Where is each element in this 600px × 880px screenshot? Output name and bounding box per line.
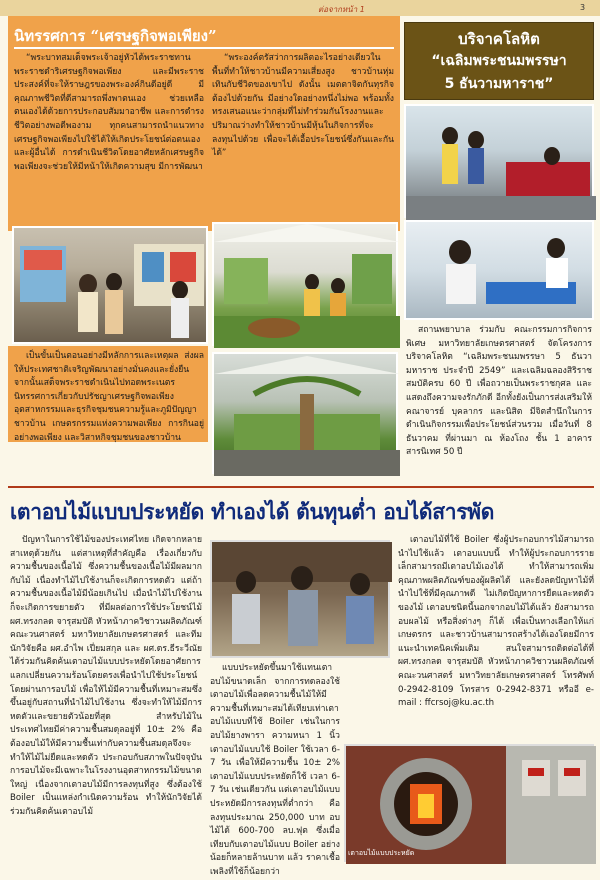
exhibition-photo-royal-visit — [12, 226, 208, 344]
page-number: 3 — [580, 3, 586, 12]
greenhouse-illustration — [214, 354, 400, 476]
kiln-col3-text — [398, 534, 594, 740]
exhibition-col1-paragraph: “พระบาทสมเด็จพระเจ้าอยู่หัวได้พระราชทานพระราชดำริเศรษฐกิจพอเพียง และมีพระราชประสงค์ที่จะให้ราษฎรของพระองค์กินดีอยู่ดี มีคุณภาพชีวิตที่ดีสามารถพึ่งพาตนเอง ช่วยเหลือตนเองได้ด้วยการประกอบสัมมาอาชีพ และการดำรงชีวิตอย่างพอดีพองาม ทุกคนสามารถนำแนวทางเศรษฐกิจพอเพียงไปใช้ได้ให้เกิดประโยชน์ต่อตนเองและผู้อื่นได้ การดำเนินชีวิตโดยอาศัยหลักเศรษฐกิจพอเพียงจะช่วยให้มีหน้าให้เกิดความสุข มีการพัฒนา — [14, 53, 204, 172]
kiln-col3-paragraph: เตาอบไม้ที่ใช้ Boiler ซึ่งผู้ประกอบการไม้สามารถนำไปใช้แล้ว เตาอบแบบนี้ ทำให้ผู้ประกอบการรายเล็กสามารถมีเตาอบไม้เองได้ ทำให้สามารถเพิ่มคุณภาพผลิตภัณฑ์ของผู้ผลิตได้ และยังลดปัญหาไม้ที่นำไปใช้ที่มีคุณภาพดี ไม่เกิดปัญหาการยืดและหดตัวของไม้ เตาอบชนิดนี้นอกจากอบไม้ได้แล้ว ยังสามารถอบผลไม้ หรือสิ่งต่างๆ ก็ได้ เพื่อเป็นทางเลือกให้แก่เกษตรกร และชาวบ้านสามารถสร้างได้เองโดยมีการแนะนำเทคนิคเพิ่มเติม สนใจสามารถติดต่อได้ที่ ผศ.ทรงกลด จารุสมบัติ หัวหน้าภาควิชาวนผลิตภัณฑ์ คณะวนศาสตร์ มหาวิทยาลัยเกษตรศาสตร์ โทรศัพท์ 0-2942-8109 โทรสาร 0-2942-8371 หรืออี e-mail : ffcrsoj@ku.ac.th — [398, 535, 594, 709]
exhibition-title: นิทรรศการ “เศรษฐกิจพอเพียง” — [14, 27, 217, 45]
section-divider — [8, 486, 594, 488]
exhibition-col2-text — [212, 52, 394, 212]
top-strip — [0, 0, 600, 16]
donation-paragraph: สถานพยาบาล ร่วมกับ คณะกรรมการกิจการพิเศษ มหาวิทยาลัยเกษตรศาสตร์ จัดโครงการบริจาคโลหิต “เฉลิมพระชนมพรรษา 5 ธันวามหาราช ประจำปี 2549” และเฉลิมฉลองสิริราชสมบัติครบ 60 ปี เพื่อถวายเป็นพระราชกุศล และแสดงถึงความจงรักภักดี อีกทั้งยังเป็นการส่งเสริมให้คณาจารย์ บุคลากร และนิสิต มีจิตสำนึกในการดำเนินกิจกรรมเพื่อประโยชน์ส่วนรวม เมื่อวันที่ 8 ธันวาคม ที่ผ่านมา ณ ห้องโถง ชั้น 1 อาคารสารนิเทศ 50 ปี — [406, 325, 592, 458]
exhibition-title-rule — [14, 47, 394, 49]
exhibition-lower-text — [14, 350, 204, 443]
nurse-illustration — [406, 222, 596, 322]
continued-label: ต่อจากหน้า 1 — [318, 5, 365, 14]
kiln-photo-furnace — [344, 744, 594, 862]
donation-title-line3: 5 ธันวามหาราช” — [444, 76, 554, 92]
kiln-col2-paragraph: แบบประหยัดขึ้นมาใช้แทนเตาอบไม้ขนาดเล็ก จากการทดลองใช้เตาอบไม้เพื่อลดความชื้นไม้ให้มีความชื้นที่เหมาะสมได้เทียบเท่าเตาอบไม้แบบที่ใช้ Boiler เช่นในการอบไม้ยางพารา ความหนา 1 นิ้ว เตาอบไม้แบบใช้ Boiler ใช้เวลา 6-7 วัน เพื่อให้มีความชื้น 10± 2% เตาอบไม้แบบประหยัดก็ใช้ เวลา 6-7 วัน เช่นเดียวกัน แต่เตาอบไม้แบบประหยัดมีการลงทุนที่ต่ำกว่า คือลงทุนประมาณ 250,000 บาท อบไม้ได้ 600-700 ลบ.ฟุต ซึ่งเมื่อเทียบกับเตาอบไม้แบบ Boiler อย่างน้อยก็หลายล้านบาท แล้ว ราคาเชื้อเพลิงที่ใช้ก็น้อยกว่า — [210, 663, 340, 877]
furnace-illustration — [346, 746, 596, 864]
donation-text — [406, 324, 592, 480]
exhibition-photo-greenhouse — [212, 352, 398, 474]
donation-photo-nurse — [404, 220, 594, 320]
exhibition-lower-paragraph: เป็นขั้นเป็นตอนอย่างมีหลักการและเหตุผล ส่งผลให้ประเทศชาติเจริญพัฒนาอย่างมั่นคงและยั่งยืน จากนั้นเสด็จพระราชดำเนินไปทอดพระเนตรนิทรรศการเกี่ยวกับปรัชญาเศรษฐกิจพอเพียง อุตสาหกรรมและธุรกิจชุมชนความรู้และภูมิปัญญาชาวบ้าน เกษตรกรรมแห่งความพอเพียง การกินอยู่อย่างพอเพียง และวิสาหกิจชุมชนของชาวบ้าน — [14, 351, 204, 443]
kiln-col1-paragraph: ปัญหาในการใช้ไม้ของประเทศไทย เกิดจากหลายสาเหตุด้วยกัน แต่สาเหตุที่สำคัญคือ เรื่องเกี่ยวกับความชื้นของเนื้อไม้ ซึ่งความชื้นของเนื้อไม้มีผลมากกับไม้ เนื่องทำไม้ไปใช้งานก็จะเกิดการหดตัว แต่ถ้าความชื้นของเนื้อไม้มีน้อยเกินไป เมื่อนำไม้ไปใช้งานก็จะเกิดการขยายตัว ที่มีผลต่อการใช้ประโยชน์ไม้ ผศ.ทรงกลด จารุสมบัติ หัวหน้าภาควิชาวนผลิตภัณฑ์ คณะวนศาสตร์ มหาวิทยาลัยเกษตรศาสตร์ และทีมนักวิจัยคือ ผศ.อำไพ เปี่ยมสกุล และ ผศ.ดร.ธีระวีณัย ได้ร่วมกันคิดค้นเตาอบไม้แบบประหยัดโดยอาศัยการแลกเปลี่ยนความร้อนโดยตรงเพื่อนำไปใช้ประโยชน์โดยผ่านการอบไม้ เพื่อให้ไม้มีความชื้นที่เหมาะสมซึ่งขึ้นอยู่กับสถานที่นำไม้ไปใช้งาน ซึ่งจะทำให้ไม้มีการหดตัวและขยายตัวน้อยที่สุด สำหรับไม้ในประเทศไทยมีค่าความชื้นสมดุลอยู่ที่ 10± 2% คือต้องอบไม้ให้มีความชื้นเท่ากับความชื้นสมดุลจึงจะทำให้ไม้ไม่ยืดและหดตัว ประกอบกับสภาพในปัจจุบันการอบไม้จะมีเฉพาะในโรงงานอุตสาหกรรมไม้ขนาดใหญ่ เนื่องจากเตาอบไม้มีการลงทุนที่สูง ซึ่งต้องใช้ Boiler เป็นแหล่งกำเนิดความร้อน ทำให้นักวิจัยได้ร่วมกันคิดค้นเตาอบไม้ — [10, 535, 202, 817]
donation-photo-donors — [404, 104, 594, 218]
exhibition-col2-paragraph: “พระองค์ตรัสว่าการผลิตอะไรอย่างเดียวในพื้นที่ทำให้ชาวบ้านมีความเสี่ยงสูง ชาวบ้านหุ่มเทินกับชีวิตของเขาไป ดังนั้น เมตตาจิตกันทุรกิจต้องไปด้วยกัน มีอย่างใดอย่างหนึ่งไม่พอ พร้อมทั้งทรงเสนอแนะว่ากลุ่มที่ไม่ทำร่วมกันโรงงานและปริมาณว่างทำให้ชาวบ้านมีหุ้นในกิจการที่จะลงทุนไปด้วย เพื่อจะได้เอื้อประโยชน์ซึ่งกันและกันได้” — [212, 53, 394, 159]
kiln-col1-text — [10, 534, 202, 864]
donation-title-line1: บริจาคโลหิต — [458, 30, 540, 48]
kiln-col2-text — [210, 662, 340, 877]
donors-illustration — [406, 106, 596, 220]
kiln-headline: เตาอบไม้แบบประหยัด ทำเองได้ ต้นทุนต่ำ อบได้สารพัด — [10, 500, 495, 524]
garden-illustration — [214, 224, 400, 348]
researchers-illustration — [212, 542, 392, 660]
kiln-photo-researchers — [210, 540, 390, 658]
exhibition-col1-text — [14, 52, 204, 228]
kiln-photo-caption: เตาอบไม้แบบประหยัด — [348, 849, 415, 857]
donation-title-line2: “เฉลิมพระชนมพรรษา — [431, 53, 567, 69]
royal-visit-illustration — [14, 228, 210, 346]
exhibition-photo-garden — [212, 222, 398, 346]
